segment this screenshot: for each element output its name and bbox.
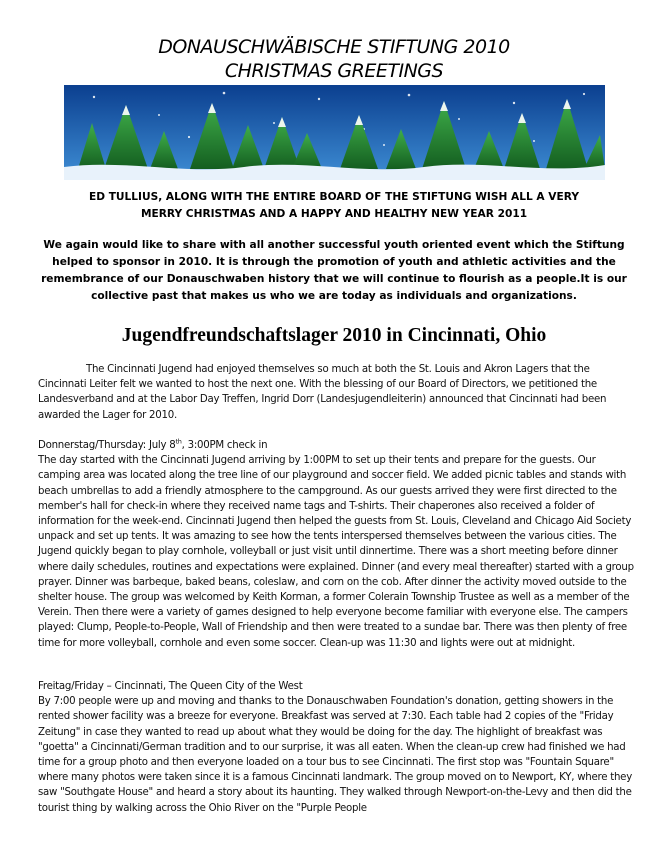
intro-line: collective past that makes us who we are today as individuals and organizations. [91,290,577,302]
section-heading-text: , 3:00PM check in [181,440,268,451]
ordinal-suffix: th [175,437,182,446]
intro-line: We again would like to share with all another successful youth oriented event which the Stiftung [43,239,625,251]
friday-section [38,679,636,816]
section-heading-friday: Freitag/Friday – Cincinnati, The Queen City of the West [38,681,303,692]
intro-line: helped to sponsor in 2010. It is through the promotion of youth and athletic activities and the [52,256,616,268]
greeting-block [40,189,628,223]
section-text: By 7:00 people were up and moving and thanks to the Donauschwaben Foundation's donation, getting showers in the rented shower facility was a breeze for everyone. Breakfast was served at 7:30. Each table had 2 copies of the "Friday Zeitung" in case they wanted to read up about what they would be doing for the day. The highlight of breakfast was "goetta" a Cincinnati/German tradition and to our surprise, it was all eaten. When the clean-up crew had finished we had time for a group photo and then everyone loaded on a tour bus to see Cincinnati. The first stop was "Fountain Square" where many photos were taken since it is a famous Cincinnati landmark. The group moved on to Newport, KY, where they saw "Southgate House" and heard a story about its haunting. They walked through Newport-on-the-Levy and then did the tourist thing by walking across the Ohio River on the "Purple People [38,696,632,814]
intro-line: remembrance of our Donauschwaben history that we will continue to flourish as a people.It is our [41,273,627,285]
document-subtitle: CHRISTMAS GREETINGS [224,60,444,82]
greeting-line: ED TULLIUS, ALONG WITH THE ENTIRE BOARD OF THE STIFTUNG WISH ALL A VERY [88,191,579,203]
intro-paragraph [30,237,638,305]
thursday-section [38,438,636,651]
article-paragraph [38,362,636,423]
document-title: DONAUSCHWÄBISCHE STIFTUNG 2010 [158,36,510,58]
greeting-line: MERRY CHRISTMAS AND A HAPPY AND HEALTHY NEW YEAR 2011 [140,208,528,220]
christmas-trees-banner-icon [64,85,605,180]
paragraph-text: The Cincinnati Jugend had enjoyed themselves so much at both the St. Louis and Akron Lagers that the Cincinnati Leiter felt we wanted to host the next one. With the blessing of our Board of Directors, we petitioned the Landesverband and at the Labor Day Treffen, Ingrid Dorr (Landesjugendleiterin) announced that Cincinnati had been awarded the Lager for 2010. [38,364,607,421]
section-heading-thursday [38,438,636,453]
article-heading: Jugendfreundschaftslager 2010 in Cincinnati, Ohio [121,325,547,346]
section-text: The day started with the Cincinnati Jugend arriving by 1:00PM to set up their tents and prepare for the guests. Our camping area was located along the tree line of our playground and soccer field. We added picnic tables and stands with beach umbrellas to add a friendly atmosphere to the campground. As our guests arrived they were first directed to the member's hall for check-in where they received name tags and T-shirts. Their chaperones also received a folder of information for the week-end. Cincinnati Jugend then helped the guests from St. Louis, Cleveland and Chicago Aid Society unpack and set up tents. It was amazing to see how the tents interspersed themselves between the various cities. The Jugend quickly began to play cornhole, volleyball or just visit until dinnertime. There was a short meeting before dinner where daily schedules, routines and expectations were explained. Dinner (and every meal thereafter) started with a group prayer. Dinner was barbeque, baked beans, coleslaw, and corn on the cob. After dinner the activity moved outside to the shelter house. The group was welcomed by Keith Korman, a former Colerain Township Trustee as well as a member of the Verein. Then there were a variety of games designed to help everyone become familiar with everyone else. The campers played: Clump, People-to-People, Wall of Friendship and then were treated to a sundae bar. There was then plenty of free time for more volleyball, cornhole and even some soccer. Clean-up was 11:30 and lights were out at midnight. [38,455,634,649]
section-heading-text: Donnerstag/Thursday: July 8 [38,440,176,451]
